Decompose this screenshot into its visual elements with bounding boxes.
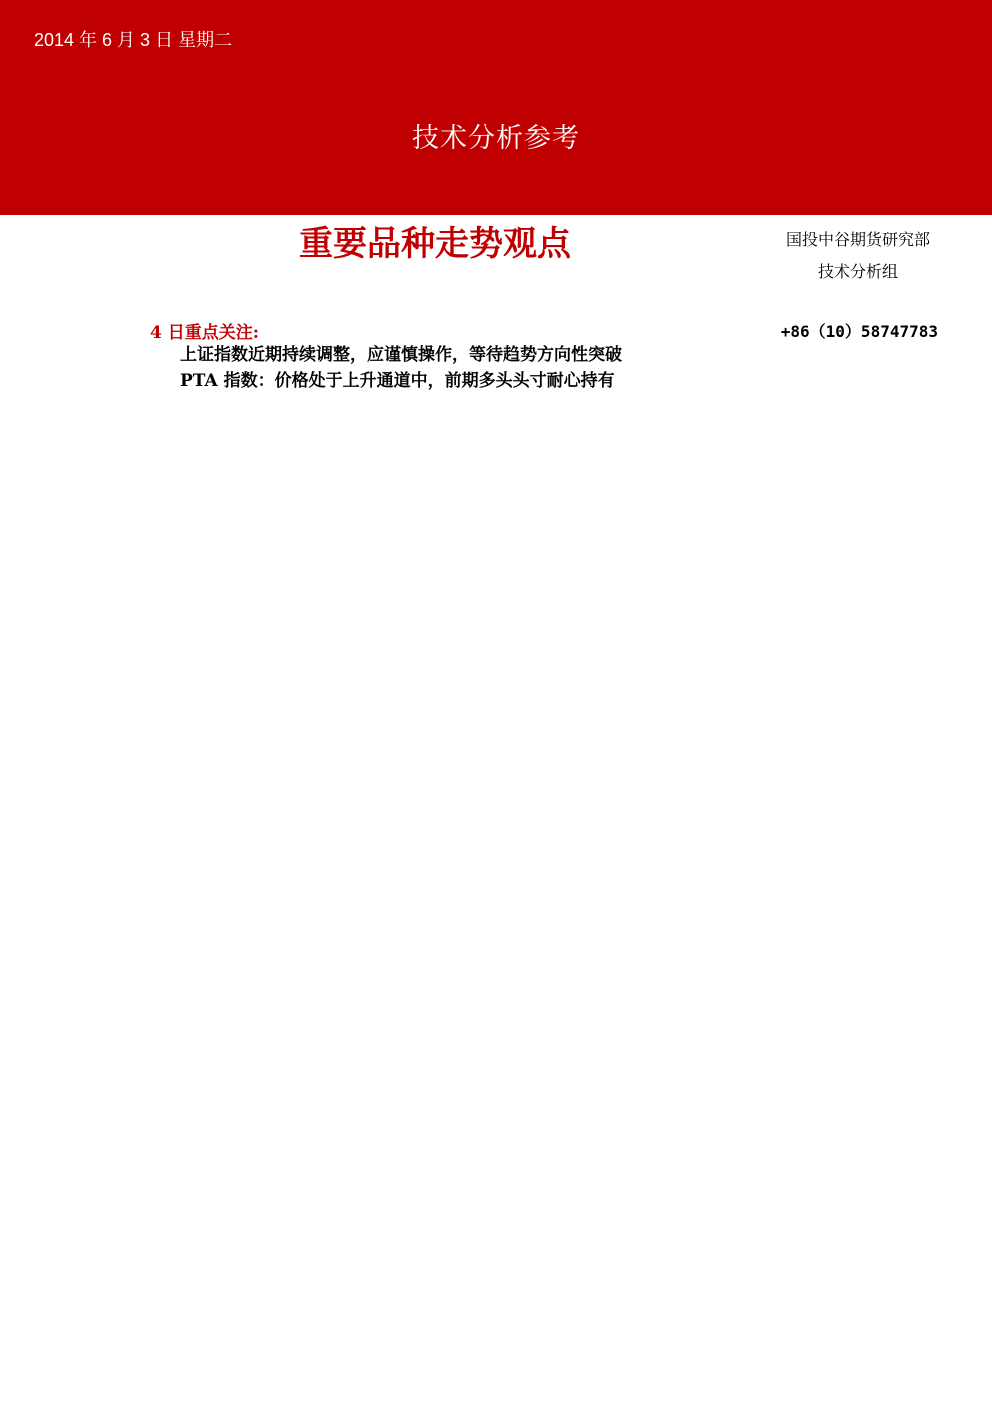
header-band: [0, 0, 992, 215]
focus-item: 上证指数近期持续调整，应谨慎操作，等待趋势方向性突破: [180, 345, 622, 365]
page-title: 重要品种走势观点: [299, 224, 571, 264]
report-date: 2014 年 6 月 3 日 星期二: [34, 30, 233, 50]
department-group: 技术分析组: [817, 262, 898, 281]
department-name: 国投中谷期货研究部: [785, 230, 930, 249]
focus-list: [180, 342, 622, 394]
contact-phone: +86（10）58747783: [780, 322, 938, 341]
focus-item: PTA 指数：价格处于上升通道中，前期多头头寸耐心持有: [180, 371, 615, 391]
report-type-title: 技术分析参考: [412, 123, 580, 154]
focus-heading: 4 日重点关注:: [150, 323, 260, 343]
department-block: [760, 224, 956, 288]
